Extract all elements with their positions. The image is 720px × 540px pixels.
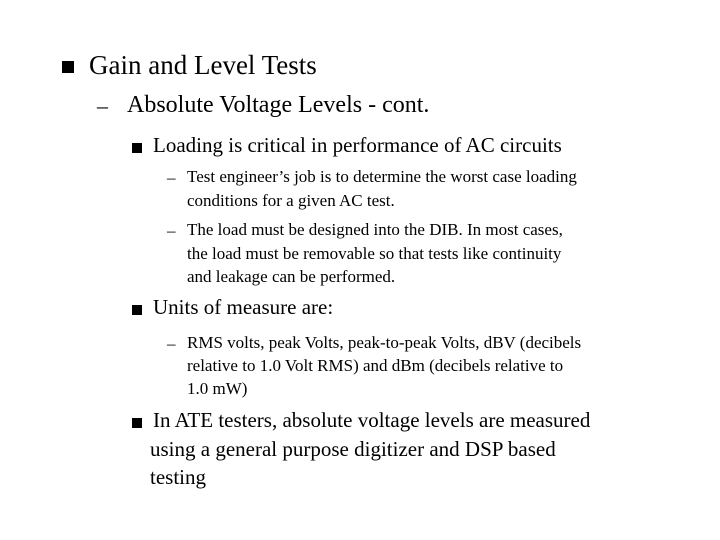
dash-icon: – [167,221,176,240]
sub-bullet-load-designed-line-2: the load must be removable so that tests like continuity [187,244,562,263]
bullet-square-icon [132,305,142,315]
dash-icon: – [97,93,108,118]
sub-bullet-load-designed-line-1: The load must be designed into the DIB. In most cases, [187,220,563,239]
bullet-ate-testers-line-3: testing [150,465,206,489]
dash-icon: – [167,168,176,187]
sub-bullet-rms-volts-line-3: 1.0 mW) [187,379,248,398]
sub-bullet-rms-volts-line-2: relative to 1.0 Volt RMS) and dBm (decibels relative to [187,356,564,375]
sub-bullet-test-engineer-job-line-2: conditions for a given AC test. [187,191,395,210]
heading-gain-and-level-tests: Gain and Level Tests [89,50,317,80]
sub-bullet-test-engineer-job-line-1: Test engineer’s job is to determine the worst case loading [187,167,577,186]
sub-bullet-rms-volts-line-1: RMS volts, peak Volts, peak-to-peak Volts, dBV (decibels [187,333,582,352]
dash-icon: – [167,334,176,353]
sub-bullet-load-designed-line-3: and leakage can be performed. [187,267,396,286]
bullet-square-icon [132,143,142,153]
bullet-square-icon [132,418,142,428]
bullet-loading-critical: Loading is critical in performance of AC circuits [153,133,562,157]
bullet-ate-testers-line-1: In ATE testers, absolute voltage levels are measured [153,408,591,432]
bullet-ate-testers-line-2: using a general purpose digitizer and DSP based [150,437,556,461]
subheading-absolute-voltage-levels: Absolute Voltage Levels - cont. [127,92,430,118]
bullet-square-icon [62,61,74,73]
bullet-units-of-measure: Units of measure are: [153,295,334,319]
